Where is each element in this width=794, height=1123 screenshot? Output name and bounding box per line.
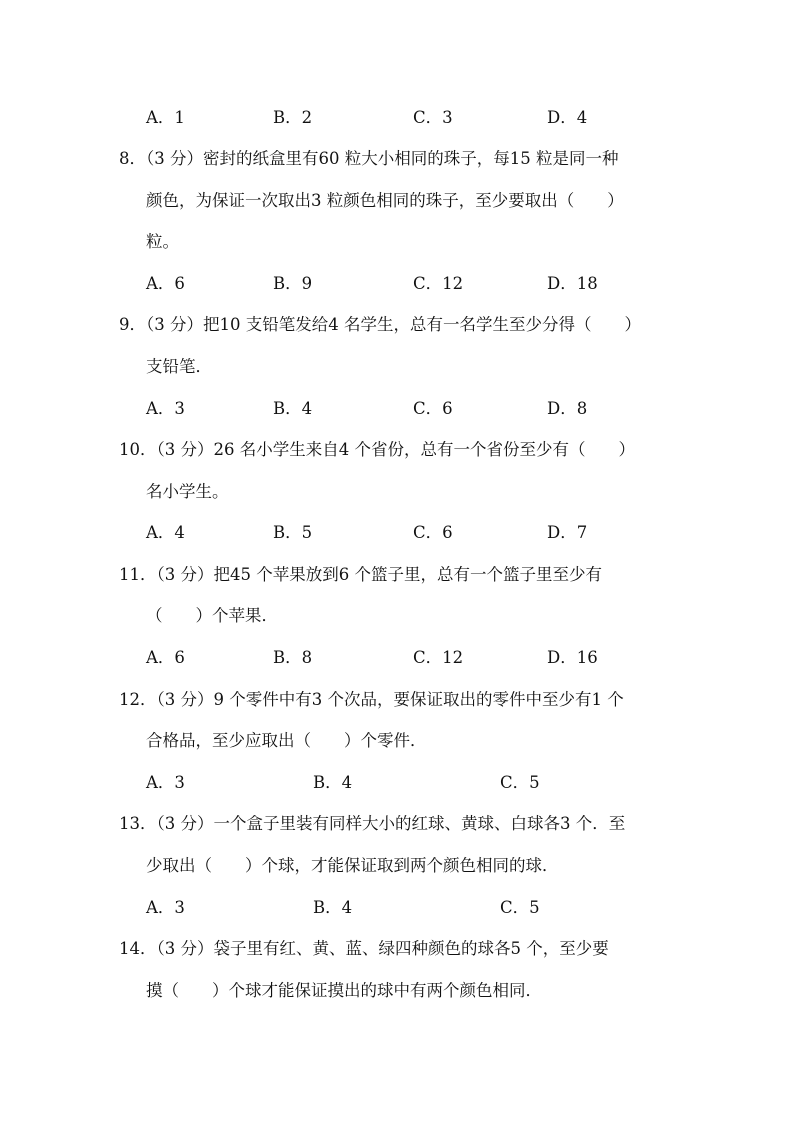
answer-option: A．3 bbox=[146, 773, 185, 792]
question-text: 9．（3 分）把10 支铅笔发给4 名学生，总有一名学生至少分得（ ） bbox=[119, 315, 641, 334]
answer-option: B．4 bbox=[313, 773, 353, 792]
answer-option: B．5 bbox=[273, 523, 313, 542]
answer-option: C．12 bbox=[413, 274, 464, 293]
question-text: 10．（3 分）26 名小学生来自4 个省份，总有一个省份至少有（ ） bbox=[119, 440, 635, 459]
answer-option: B．8 bbox=[273, 648, 313, 667]
answer-option: C．5 bbox=[500, 898, 540, 917]
answer-option: C．6 bbox=[413, 523, 453, 542]
question-text: 12．（3 分）9 个零件中有3 个次品，要保证取出的零件中至少有1 个 bbox=[119, 690, 624, 709]
answer-option: C．12 bbox=[413, 648, 464, 667]
answer-option: B．9 bbox=[273, 274, 313, 293]
answer-option: B．2 bbox=[273, 108, 313, 127]
question-text: 少取出（ ）个球，才能保证取到两个颜色相同的球． bbox=[146, 856, 559, 875]
question-text: 11．（3 分）把45 个苹果放到6 个篮子里，总有一个篮子里至少有 bbox=[119, 565, 602, 584]
answer-option: A．4 bbox=[146, 523, 185, 542]
question-text: 摸（ ）个球才能保证摸出的球中有两个颜色相同． bbox=[146, 981, 542, 1000]
answer-option: B．4 bbox=[313, 898, 353, 917]
answer-option: A．3 bbox=[146, 399, 185, 418]
answer-option: B．4 bbox=[273, 399, 313, 418]
question-text: 合格品，至少应取出（ ）个零件． bbox=[146, 731, 427, 750]
answer-option: D．18 bbox=[547, 274, 598, 293]
answer-option: D．8 bbox=[547, 399, 588, 418]
answer-option: A．1 bbox=[146, 108, 185, 127]
answer-option: D．16 bbox=[547, 648, 598, 667]
answer-option: A．6 bbox=[146, 274, 185, 293]
question-text: 支铅笔． bbox=[146, 357, 212, 376]
question-text: 14．（3 分）袋子里有红、黄、蓝、绿四种颜色的球各5 个，至少要 bbox=[119, 939, 609, 958]
question-text: 名小学生。 bbox=[146, 482, 229, 501]
answer-option: C．3 bbox=[413, 108, 453, 127]
answer-option: D．7 bbox=[547, 523, 588, 542]
question-text: 13．（3 分）一个盒子里装有同样大小的红球、黄球、白球各3 个．至 bbox=[119, 814, 626, 833]
question-text: （ ）个苹果． bbox=[146, 606, 278, 625]
question-text: 粒。 bbox=[146, 232, 179, 251]
answer-option: A．6 bbox=[146, 648, 185, 667]
answer-option: D．4 bbox=[547, 108, 588, 127]
answer-option: C．6 bbox=[413, 399, 453, 418]
answer-option: C．5 bbox=[500, 773, 540, 792]
question-text: 颜色，为保证一次取出3 粒颜色相同的珠子，至少要取出（ ） bbox=[146, 191, 624, 210]
answer-option: A．3 bbox=[146, 898, 185, 917]
question-text: 8．（3 分）密封的纸盒里有60 粒大小相同的珠子，每15 粒是同一种 bbox=[119, 149, 619, 168]
